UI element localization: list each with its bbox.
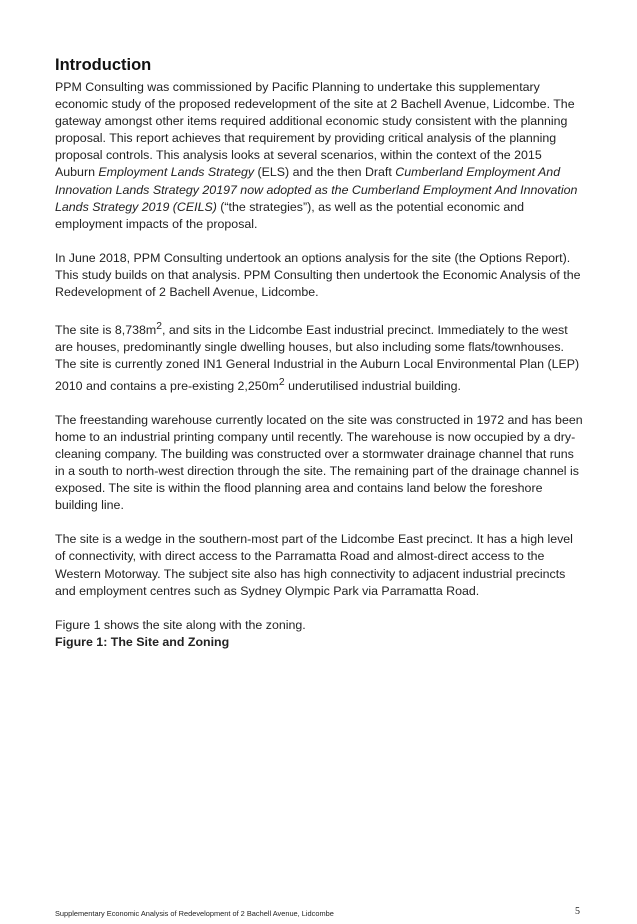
p3-superscript-2: 2 bbox=[278, 376, 285, 388]
p3-text-b: , and sits in the Lidcombe East industrial precinct. Immediately to the west are houses, predominantly single dwelling houses, but also including some flats/townhouses. The site is currently zoned IN1 General Industrial in the Auburn Local Environmental Plan (LEP) 2010 and contains a pre-existing 2,250m bbox=[55, 323, 580, 393]
p1-text-a: PPM Consulting was commissioned by Pacific Planning to undertake this supplementary economic study of the proposed redevelopment of the site at 2 Bachell Avenue, Lidcombe. The gateway amongst other items required additional economic study consistent with the planning proposal. This report achieves that requirement by providing critical analysis of the planning proposal controls. This analysis looks at several scenarios, within the context of the 2015 Auburn bbox=[55, 80, 575, 180]
p3-text-c: underutilised industrial building. bbox=[284, 378, 461, 393]
p3-text-a: The site is 8,738m bbox=[55, 323, 157, 338]
document-page bbox=[55, 56, 583, 651]
paragraph-warehouse: The freestanding warehouse currently located on the site was constructed in 1972 and has been home to an industrial printing company until recently. The warehouse is now occupied by a dry-cleaning company. The building was constructed over a stormwater drainage channel that runs in a south to north-west direction through the site. The remaining part of the drainage channel is exposed. The site is within the flood planning area and contains land below the foreshore building line. bbox=[55, 412, 583, 513]
paragraph-site-description bbox=[55, 318, 583, 395]
paragraph-connectivity: The site is a wedge in the southern-most part of the Lidcombe East precinct. It has a high level of connectivity, with direct access to the Parramatta Road and almost-direct access to the Western Motorway. The subject site also has high connectivity to adjacent industrial precincts and employment centres such as Sydney Olympic Park via Parramatta Road. bbox=[55, 532, 573, 598]
page-number: 5 bbox=[575, 906, 580, 917]
paragraph-intro bbox=[55, 79, 583, 233]
footer-title: Supplementary Economic Analysis of Redevelopment of 2 Bachell Avenue, Lidcombe bbox=[55, 909, 334, 918]
p3-superscript-1: 2 bbox=[156, 321, 162, 333]
paragraph-figure-intro: Figure 1 shows the site along with the zoning. bbox=[55, 617, 306, 632]
p1-italic-ceils: Cumberland Employment And Innovation Lands Strategy 20197 now adopted as the Cumberland Employment And Innovation Lands Strategy 2019 (CEILS) bbox=[55, 165, 578, 214]
p1-text-e: (“the strategies”), as well as the potential economic and employment impacts of the proposal. bbox=[55, 199, 525, 231]
section-heading: Introduction bbox=[55, 56, 152, 74]
p1-text-c: (ELS) and the then Draft bbox=[254, 165, 396, 180]
paragraph-options-report: In June 2018, PPM Consulting undertook an options analysis for the site (the Options Report). This study builds on that analysis. PPM Consulting then undertook the Economic Analysis of the Redevelopment of 2 Bachell Avenue, Lidcombe. bbox=[55, 250, 581, 300]
figure-caption: Figure 1: The Site and Zoning bbox=[55, 634, 230, 649]
p1-italic-els: Employment Lands Strategy bbox=[98, 165, 255, 180]
